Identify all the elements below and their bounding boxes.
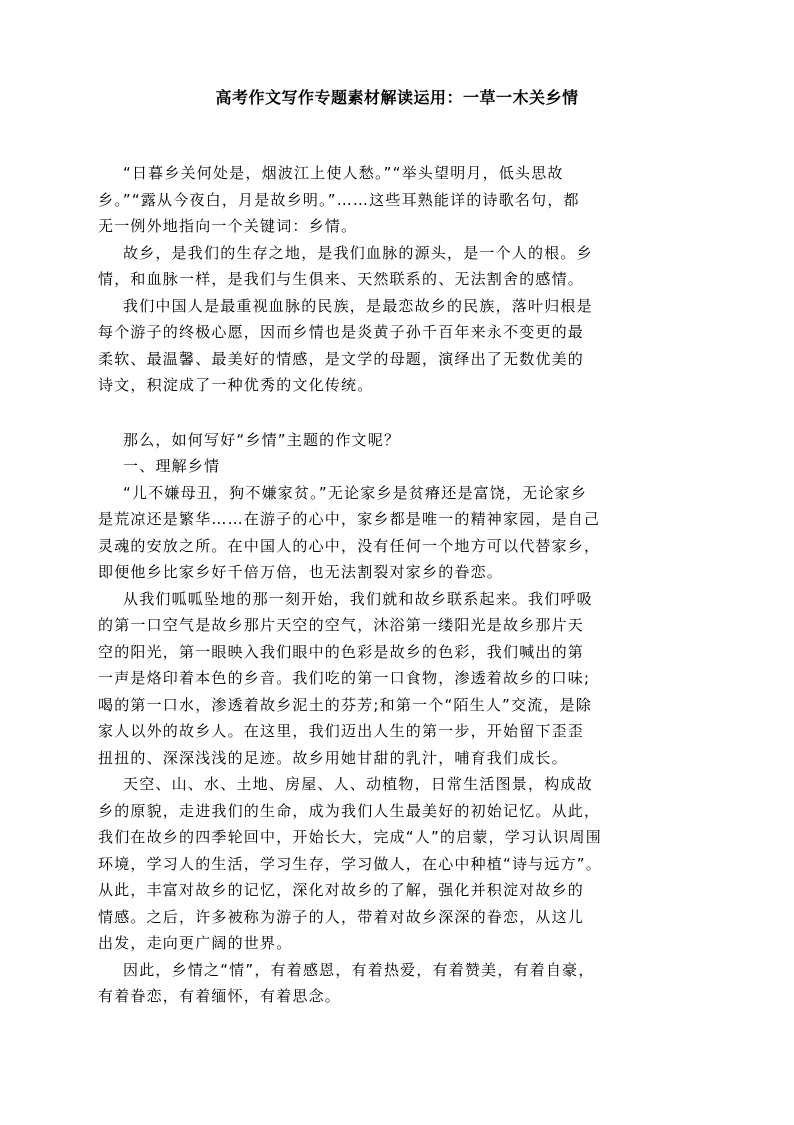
text-line: 情，和血脉一样，是我们与生俱来、天然联系的、无法割舍的感情。 <box>98 270 585 288</box>
text-line: 出发，走向更广阔的世界。 <box>98 934 293 952</box>
text-line: 一、理解乡情 <box>123 457 221 475</box>
text-line: 每个游子的终极心愿，因而乡情也是炎黄子孙千百年来永不变更的最 <box>98 323 585 341</box>
paragraph <box>98 771 708 957</box>
text-line: 天空、山、水、土地、房屋、人、动植物，日常生活图景，构成故 <box>123 775 593 793</box>
paragraph <box>98 957 708 1010</box>
text-line: 乡。”“露从今夜白，月是故乡明。”……这些耳熟能详的诗歌名句，都 <box>98 190 580 209</box>
paragraph <box>98 480 708 586</box>
text-line: 柔软、最温馨、最美好的情感，是文学的母题，演绎出了无数优美的 <box>98 349 585 368</box>
text-line: 一声是烙印着本色的乡音。我们吃的第一口食物，渗透着故乡的口味; <box>98 669 591 687</box>
text-line: 从此，丰富对故乡的记忆，深化对故乡的了解，强化并积淀对故乡的 <box>98 881 585 899</box>
text-line: 因此，乡情之“情”，有着感恩，有着热爱，有着赞美，有着自豪， <box>123 960 595 979</box>
text-line: 无一例外地指向一个关键词：乡情。 <box>98 217 358 235</box>
text-line: 扭扭的、深深浅浅的足迹。故乡用她甘甜的乳汁，哺育我们成长。 <box>98 748 568 767</box>
paragraph <box>98 160 708 240</box>
text-line: 有着眷恋，有着缅怀，有着思念。 <box>98 987 342 1005</box>
text-line: “日暮乡关何处是，烟波江上使人愁。”“举头望明月，低头思故 <box>123 164 564 182</box>
text-line: 诗文，积淀成了一种优秀的文化传统。 <box>98 376 374 394</box>
paragraph <box>98 427 708 454</box>
text-line: 空的阳光，第一眼映入我们眼中的色彩是故乡的色彩，我们喊出的第 <box>98 642 585 661</box>
section-heading <box>98 453 708 480</box>
text-line: 情感。之后，许多被称为游子的人，带着对故乡深深的眷恋，从这儿 <box>98 907 585 926</box>
paragraph <box>98 293 708 399</box>
paragraph-gap <box>98 399 708 427</box>
text-line: 故乡，是我们的生存之地，是我们血脉的源头，是一个人的根。乡 <box>123 243 593 262</box>
text-line: 我们在故乡的四季轮回中，开始长大，完成“人”的启蒙，学习认识周围 <box>98 828 602 846</box>
text-line: 喝的第一口水，渗透着故乡泥土的芬芳;和第一个“陌生人”交流，是除 <box>98 695 592 714</box>
paragraph <box>98 240 708 293</box>
text-line: 从我们呱呱坠地的那一刻开始，我们就和故乡联系起来。我们呼吸 <box>123 589 593 608</box>
text-line: 我们中国人是最重视血脉的民族，是最恋故乡的民族，落叶归根是 <box>123 296 593 315</box>
text-line: 灵魂的安放之所。在中国人的心中，没有任何一个地方可以代替家乡， <box>98 536 601 555</box>
text-line: 家人以外的故乡人。在这里，我们迈出人生的第一步，开始留下歪歪 <box>98 722 585 740</box>
text-line: 那么，如何写好“乡情”主题的作文呢？ <box>123 430 401 449</box>
text-line: 环境，学习人的生活，学习生存，学习做人，在心中种植“诗与远方”。 <box>98 854 602 873</box>
text-line: 的第一口空气是故乡那片天空的空气，沐浴第一缕阳光是故乡那片天 <box>98 616 585 634</box>
document-body <box>98 160 708 1010</box>
document-title: 高考作文写作专题素材解读运用：一草一木关乡情 <box>215 88 579 107</box>
text-line: 即便他乡比家乡好千倍万倍，也无法割裂对家乡的眷恋。 <box>98 563 504 581</box>
paragraph <box>98 586 708 772</box>
text-line: “儿不嫌母丑，狗不嫌家贫。”无论家乡是贫瘠还是富饶，无论家乡 <box>123 483 588 502</box>
text-line: 乡的原貌，走进我们的生命，成为我们人生最美好的初始记忆。从此， <box>98 801 601 820</box>
text-line: 是荒凉还是繁华……在游子的心中，家乡都是唯一的精神家园，是自己 <box>98 510 601 528</box>
